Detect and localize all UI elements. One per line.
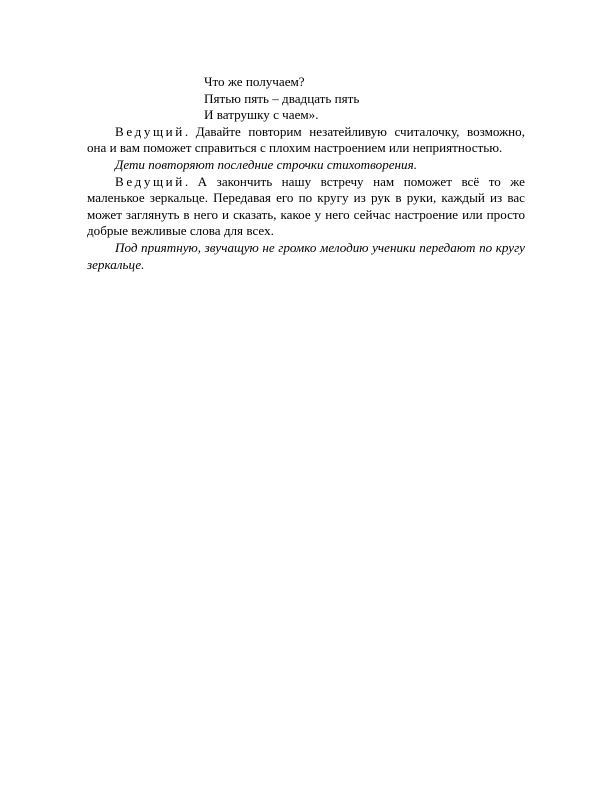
host-speech-paragraph-2 (87, 174, 525, 240)
poem-line-3: И ватрушку с чаем». (204, 107, 319, 123)
poem-stanza (87, 74, 525, 124)
host-speech-paragraph-1 (87, 124, 525, 157)
poem-line-2: Пятью пять – двадцать пять (204, 90, 360, 106)
stage-direction-1: Дети повторяют последние строчки стихотворения. (115, 156, 417, 172)
speaker-name: Ведущий (115, 173, 185, 189)
document-page (87, 74, 525, 273)
speaker-name: Ведущий (115, 123, 185, 139)
speech-text: . Давайте повторим незатейливую считалочку, возможно, она и вам поможет справиться с плохим настроением или неприятностью. (87, 123, 525, 156)
poem-line-1: Что же получаем? (204, 74, 305, 89)
stage-direction-2: Под приятную, звучащую не громко мелодию ученики передают по кругу зеркальце. (87, 239, 525, 272)
speech-text: . А закончить нашу встречу нам поможет всё то же маленькое зеркальце. Передавая его по кругу из рук в руки, каждый из вас может заглянуть в него и сказать, какое у него сейчас настроение или просто добрые вежливые слова для всех. (87, 173, 525, 239)
